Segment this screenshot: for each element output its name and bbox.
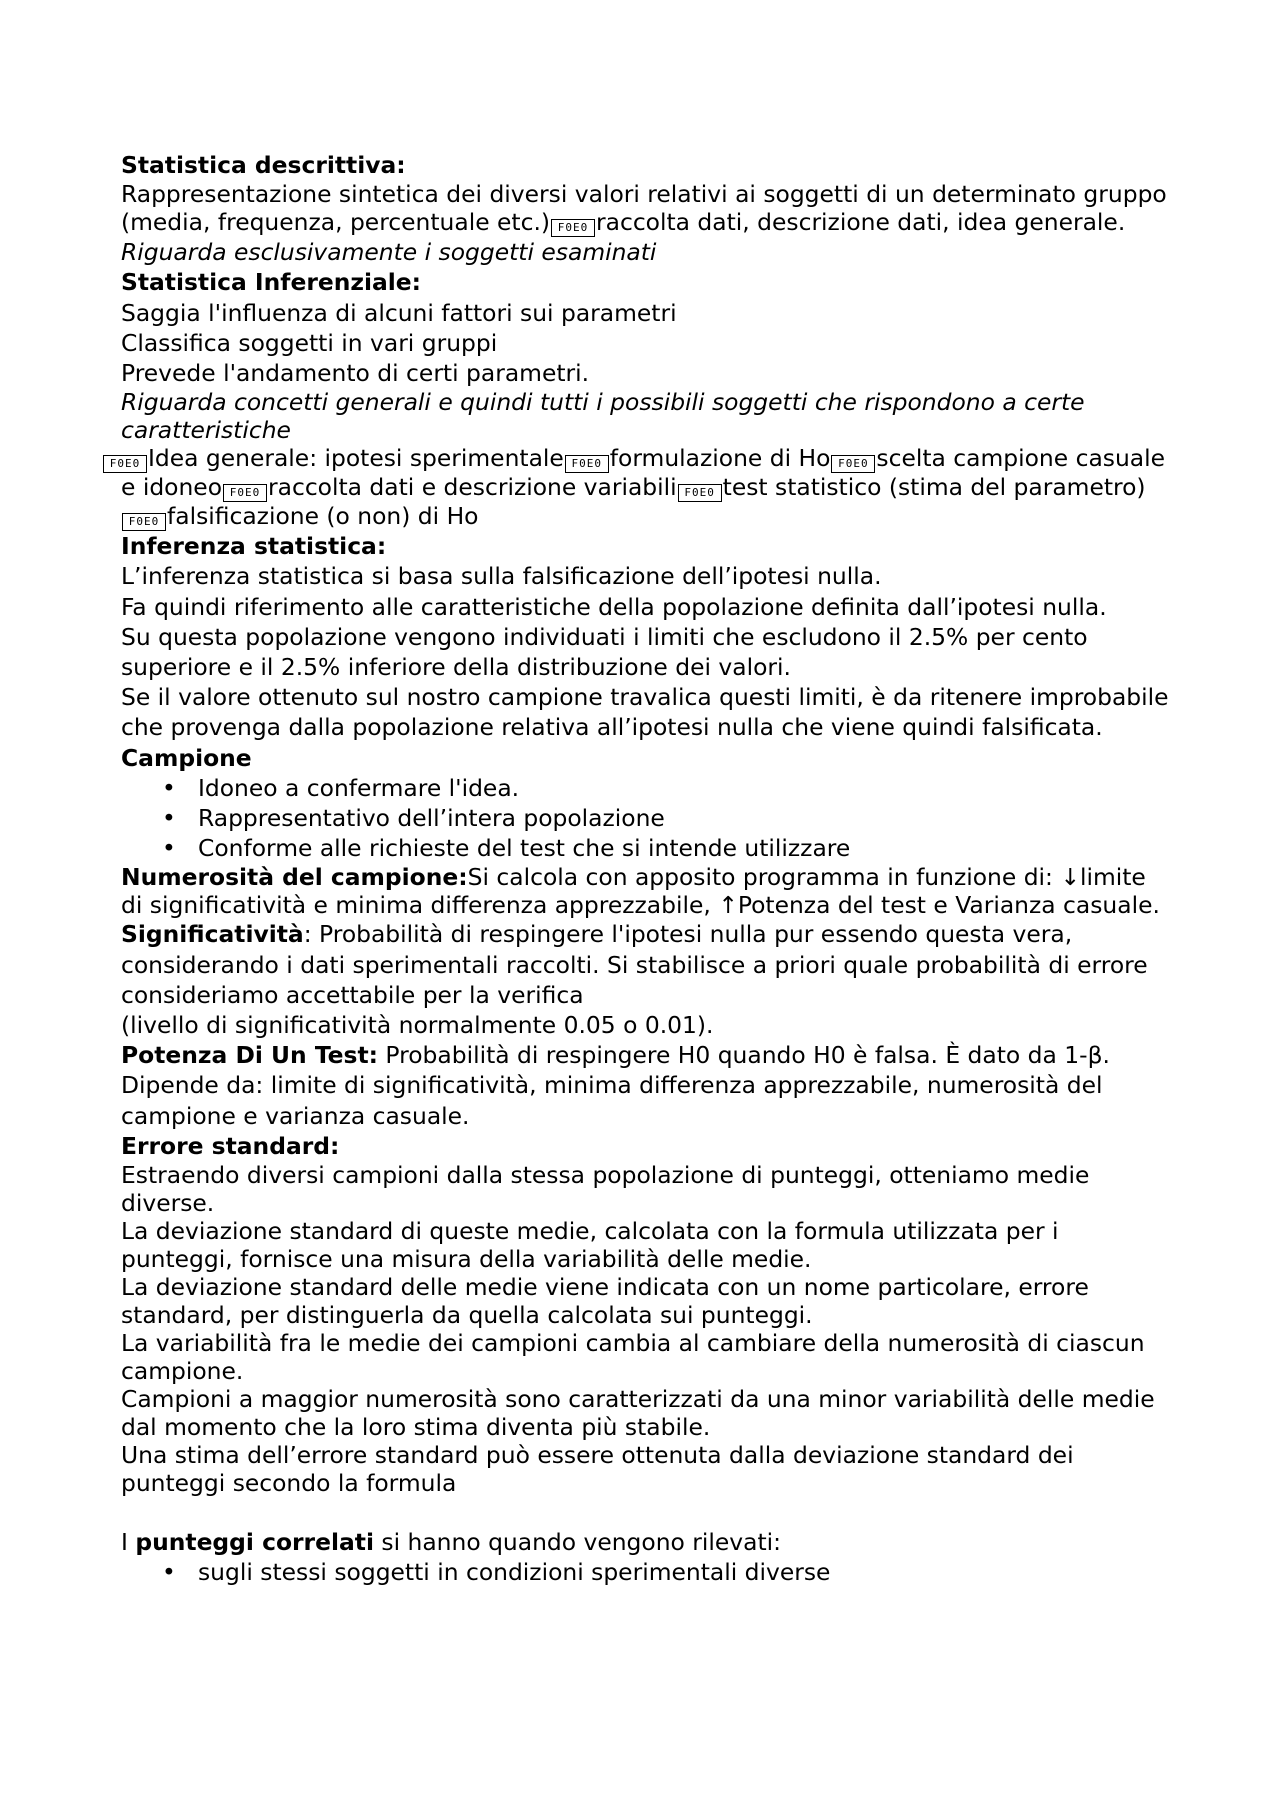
heading-campione: Campione (121, 743, 252, 772)
paragraph-inferenza-4: Se il valore ottenuto sul nostro campione travalica questi limiti, è da ritenere improbabile che provenga dalla popolazione relativa all’ipotesi nulla che viene quindi falsificata. (121, 683, 1169, 742)
paragraph-inferenza-2: Fa quindi riferimento alle caratteristiche della popolazione definita dall’ipotesi nulla. (121, 592, 1107, 621)
missing-glyph-icon: F0E0 (223, 484, 267, 502)
missing-glyph-icon: F0E0 (678, 484, 722, 502)
list-correlati (121, 1557, 1171, 1587)
bullet-icon: • (162, 773, 176, 802)
paragraph-potenza: Potenza Di Un Test: Probabilità di respingere H0 quando H0 è falsa. È dato da 1-β. (121, 1041, 1110, 1070)
paragraph-inferenza-3: Su questa popolazione vengono individuati i limiti che escludono il 2.5% per cento superiore e il 2.5% inferiore della distribuzione dei valori. (121, 622, 1088, 682)
missing-glyph-icon: F0E0 (103, 455, 147, 473)
heading-significativita: Significatività (121, 920, 304, 949)
paragraph-errore-4: La variabilità fra le medie dei campioni cambia al cambiare della numerosità di ciascun campione. (121, 1329, 1145, 1386)
paragraph-errore-5: Campioni a maggior numerosità sono caratterizzati da una minor variabilità delle medie dal momento che la loro stima diventa più stabile. (121, 1385, 1155, 1442)
paragraph-descrittiva: Rappresentazione sintetica dei diversi valori relativi ai soggetti di un determinato gruppo (media, frequenza, percentuale etc.) F0E0 raccolta dati, descrizione dati, idea generale. (121, 180, 1167, 237)
heading-statistica-inferenziale: Statistica Inferenziale: (121, 268, 422, 297)
note-significativita: (livello di significatività normalmente 0.05 o 0.01). (121, 1011, 714, 1040)
document-content (109, 150, 1171, 1587)
paragraph-errore-3: La deviazione standard delle medie viene indicata con un nome particolare, errore standard, per distinguerla da quella calcolata sui punteggi. (121, 1273, 1089, 1330)
paragraph-correlati: I punteggi correlati si hanno quando vengono rilevati: (121, 1528, 782, 1557)
heading-inferenza-statistica: Inferenza statistica: (121, 532, 387, 561)
heading-potenza: Potenza Di Un Test: (121, 1041, 378, 1070)
note-descrittiva: Riguarda esclusivamente i soggetti esaminati (121, 238, 657, 267)
bullet-icon: • (162, 804, 176, 833)
heading-statistica-descrittiva: Statistica descrittiva: (121, 151, 406, 179)
paragraph-numerosita: Numerosità del campione:Si calcola con apposito programma in funzione di: ↓limite di significatività e minima differenza apprezzabile, ↑Potenza del test e Varianza casuale. (121, 863, 1160, 920)
list-item: • Conforme alle richieste del test che si intende utilizzare (162, 834, 851, 863)
missing-glyph-icon: F0E0 (565, 455, 609, 473)
list-item: • Idoneo a confermare l'idea. (162, 773, 520, 802)
heading-numerosita: Numerosità del campione: (121, 863, 468, 892)
paragraph-potenza-2: Dipende da: limite di significatività, minima differenza apprezzabile, numerosità del campione e varianza casuale. (121, 1071, 1103, 1130)
paragraph-inferenza-1: L’inferenza statistica si basa sulla falsificazione dell’ipotesi nulla. (121, 562, 882, 591)
bullet-icon: • (162, 1558, 176, 1587)
list-campione (121, 773, 1171, 864)
paragraph-significativita: Significatività: Probabilità di respingere l'ipotesi nulla pur essendo questa vera, considerando i dati sperimentali raccolti. Si stabilisce a priori quale probabilità di errore consideriamo accettabile per la verifica (121, 920, 1148, 1009)
missing-glyph-icon: F0E0 (551, 219, 595, 237)
line-inferenziale-2: Classifica soggetti in vari gruppi (121, 328, 498, 357)
paragraph-errore-6: Una stima dell’errore standard può essere ottenuta dalla deviazione standard dei punteggi secondo la formula (121, 1441, 1074, 1498)
paragraph-flow: F0E0 Idea generale: ipotesi sperimentale F0E0 formulazione di Ho F0E0 scelta campione casuale e idoneo F0E0 raccolta dati e descrizione variabili F0E0 test statistico (stima del parametro)F0E0 falsificazione (o non) di Ho (121, 444, 1171, 531)
line-inferenziale-1: Saggia l'influenza di alcuni fattori sui parametri (121, 298, 677, 327)
heading-errore-standard: Errore standard: (121, 1131, 340, 1160)
missing-glyph-icon: F0E0 (831, 455, 875, 473)
line-inferenziale-3: Prevede l'andamento di certi parametri. (121, 359, 590, 388)
paragraph-errore-1: Estraendo diversi campioni dalla stessa popolazione di punteggi, otteniamo medie diverse. (121, 1161, 1090, 1218)
list-item: • sugli stessi soggetti in condizioni sperimentali diverse (162, 1558, 831, 1587)
blank-line (121, 1497, 1171, 1527)
bullet-icon: • (162, 834, 176, 863)
missing-glyph-icon: F0E0 (122, 513, 166, 531)
note-inferenziale: Riguarda concetti generali e quindi tutti i possibili soggetti che rispondono a certe caratteristiche (121, 388, 1085, 445)
paragraph-errore-2: La deviazione standard di queste medie, calcolata con la formula utilizzata per i punteggi, fornisce una misura della variabilità delle medie. (121, 1217, 1059, 1274)
list-item: • Rappresentativo dell’intera popolazione (162, 804, 665, 833)
